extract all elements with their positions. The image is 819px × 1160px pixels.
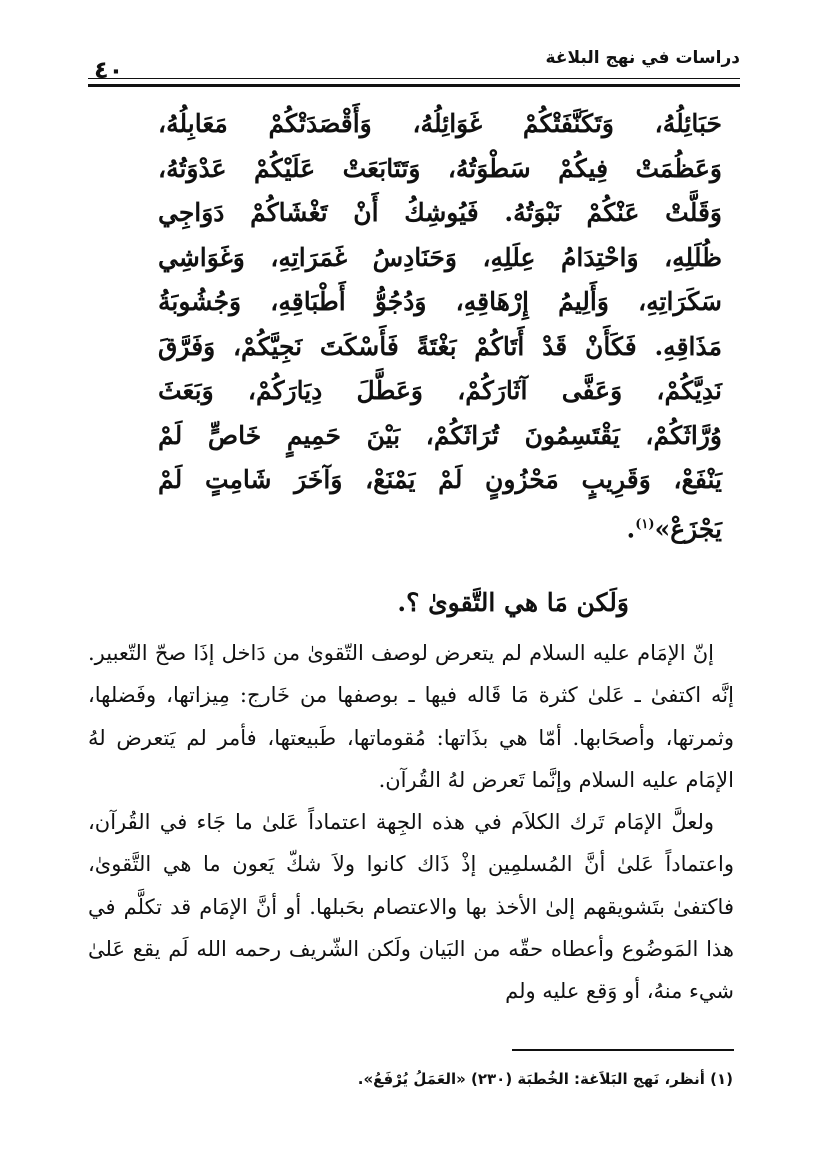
section-heading: وَلَكن مَا هي التَّقوىٰ ؟. (397, 588, 629, 617)
header-rule-thick (88, 84, 740, 87)
quote-line: يَجْزَعْ» (654, 513, 722, 543)
quote-line: ظُلَلِهِ، وَاحْتِدَامُ عِلَلِهِ، وَحَنَادِسُ غَمَرَاتِهِ، وَغَوَاشِي (158, 242, 722, 272)
quote-line: حَبَائِلُهُ، وَتَكَنَّفَتْكُمْ غَوَائِلُهُ، وَأَقْصَدَتْكُمْ مَعَابِلُهُ، (158, 109, 722, 138)
header-rule-thin (88, 78, 740, 79)
quote-end-mark: . (626, 513, 636, 543)
footnote: (١) أنظر، نَهج البَلاَغة: الخُطبَة (٢٣٠) «العَمَلُ يُرْفَعُ». (357, 1070, 733, 1088)
running-title: دراسات في نهج البلاغة (545, 48, 740, 68)
sermon-quote (158, 102, 722, 551)
quote-line: مَذَاقِهِ. فَكَأَنْ قَدْ أَتَاكُمْ بَغْتَةً فَأَسْكَتَ نَجِيَّكُمْ، وَفَرَّقَ (158, 331, 722, 361)
page-header (88, 40, 740, 90)
quote-line: وُرَّاثَكُمْ، يَقْتَسِمُونَ تُرَاثَكُمْ، بَيْنَ حَمِيمٍ خَاصٍّ لَمْ (158, 420, 722, 450)
quote-line: نَدِيَّكُمْ، وَعَفَّى آثَارَكُمْ، وَعَطَّلَ دِيَارَكُمْ، وَبَعَثَ (158, 376, 722, 405)
quote-last-line (158, 503, 722, 552)
footnote-marker: (١) (635, 516, 655, 532)
body-paragraph: ولعلَّ الإمَام تَرك الكلاَم في هذه الجِهة اعتماداً عَلىٰ ما جَاء في القُرآن، واعتماداً عَلىٰ أنَّ المُسلمِين إذْ ذَاك كانوا ولاَ شكّ يَعون ما هي التَّقوىٰ، فاكتفىٰ بتَشويقهم إلىٰ الأخذ بها والاعتصام بحَبلها. أو أنَّ الإمَام قد تكلَّم في هذا المَوضُوع وأعطاه حقّه من البَيان ولَكن الشّريف رحمه الله لَم يقع عَلىٰ شيء منهُ، أو وَقع عليه ولم (88, 810, 734, 1004)
footnote-rule (512, 1049, 734, 1051)
page-number: ٤٠ (94, 56, 124, 84)
body-paragraph: إنّ الإمَام عليه السلام لم يتعرض لوصف التّقوىٰ من دَاخل إذَا صحّ التّعبير. إنَّه اكتفىٰ ـ عَلىٰ كثرة مَا قَاله فيها ـ بوصفها من خَارج: مِيزاتها، وفَضلها، وثمرتها، وأصحَابها. أمّا هي بذَاتها: مُقوماتها، طَبيعتها، فأمر لم يَتعرض لهُ الإمَام عليه السلام وإنَّما تَعرض لهُ القُرآن. (88, 641, 734, 792)
quote-line: وَعَظُمَتْ فِيكُمْ سَطْوَتُهُ، وَتَتَابَعَتْ عَلَيْكُمْ عَدْوَتُهُ، (158, 153, 722, 183)
body-text (88, 632, 734, 1013)
quote-line: سَكَرَاتِهِ، وَأَلِيمُ إِرْهَاقِهِ، وَدُجُوُّ أَطْبَاقِهِ، وَجُشُوبَةُ (158, 287, 722, 316)
quote-line: وَقَلَّتْ عَنْكُمْ نَبْوَتُهُ. فَيُوشِكُ أَنْ تَغْشَاكُمْ دَوَاجِي (158, 198, 722, 227)
quote-line: يَنْفَعْ، وَقَرِيبٍ مَحْزُونٍ لَمْ يَمْنَعْ، وَآخَرَ شَامِتٍ لَمْ (158, 465, 722, 494)
